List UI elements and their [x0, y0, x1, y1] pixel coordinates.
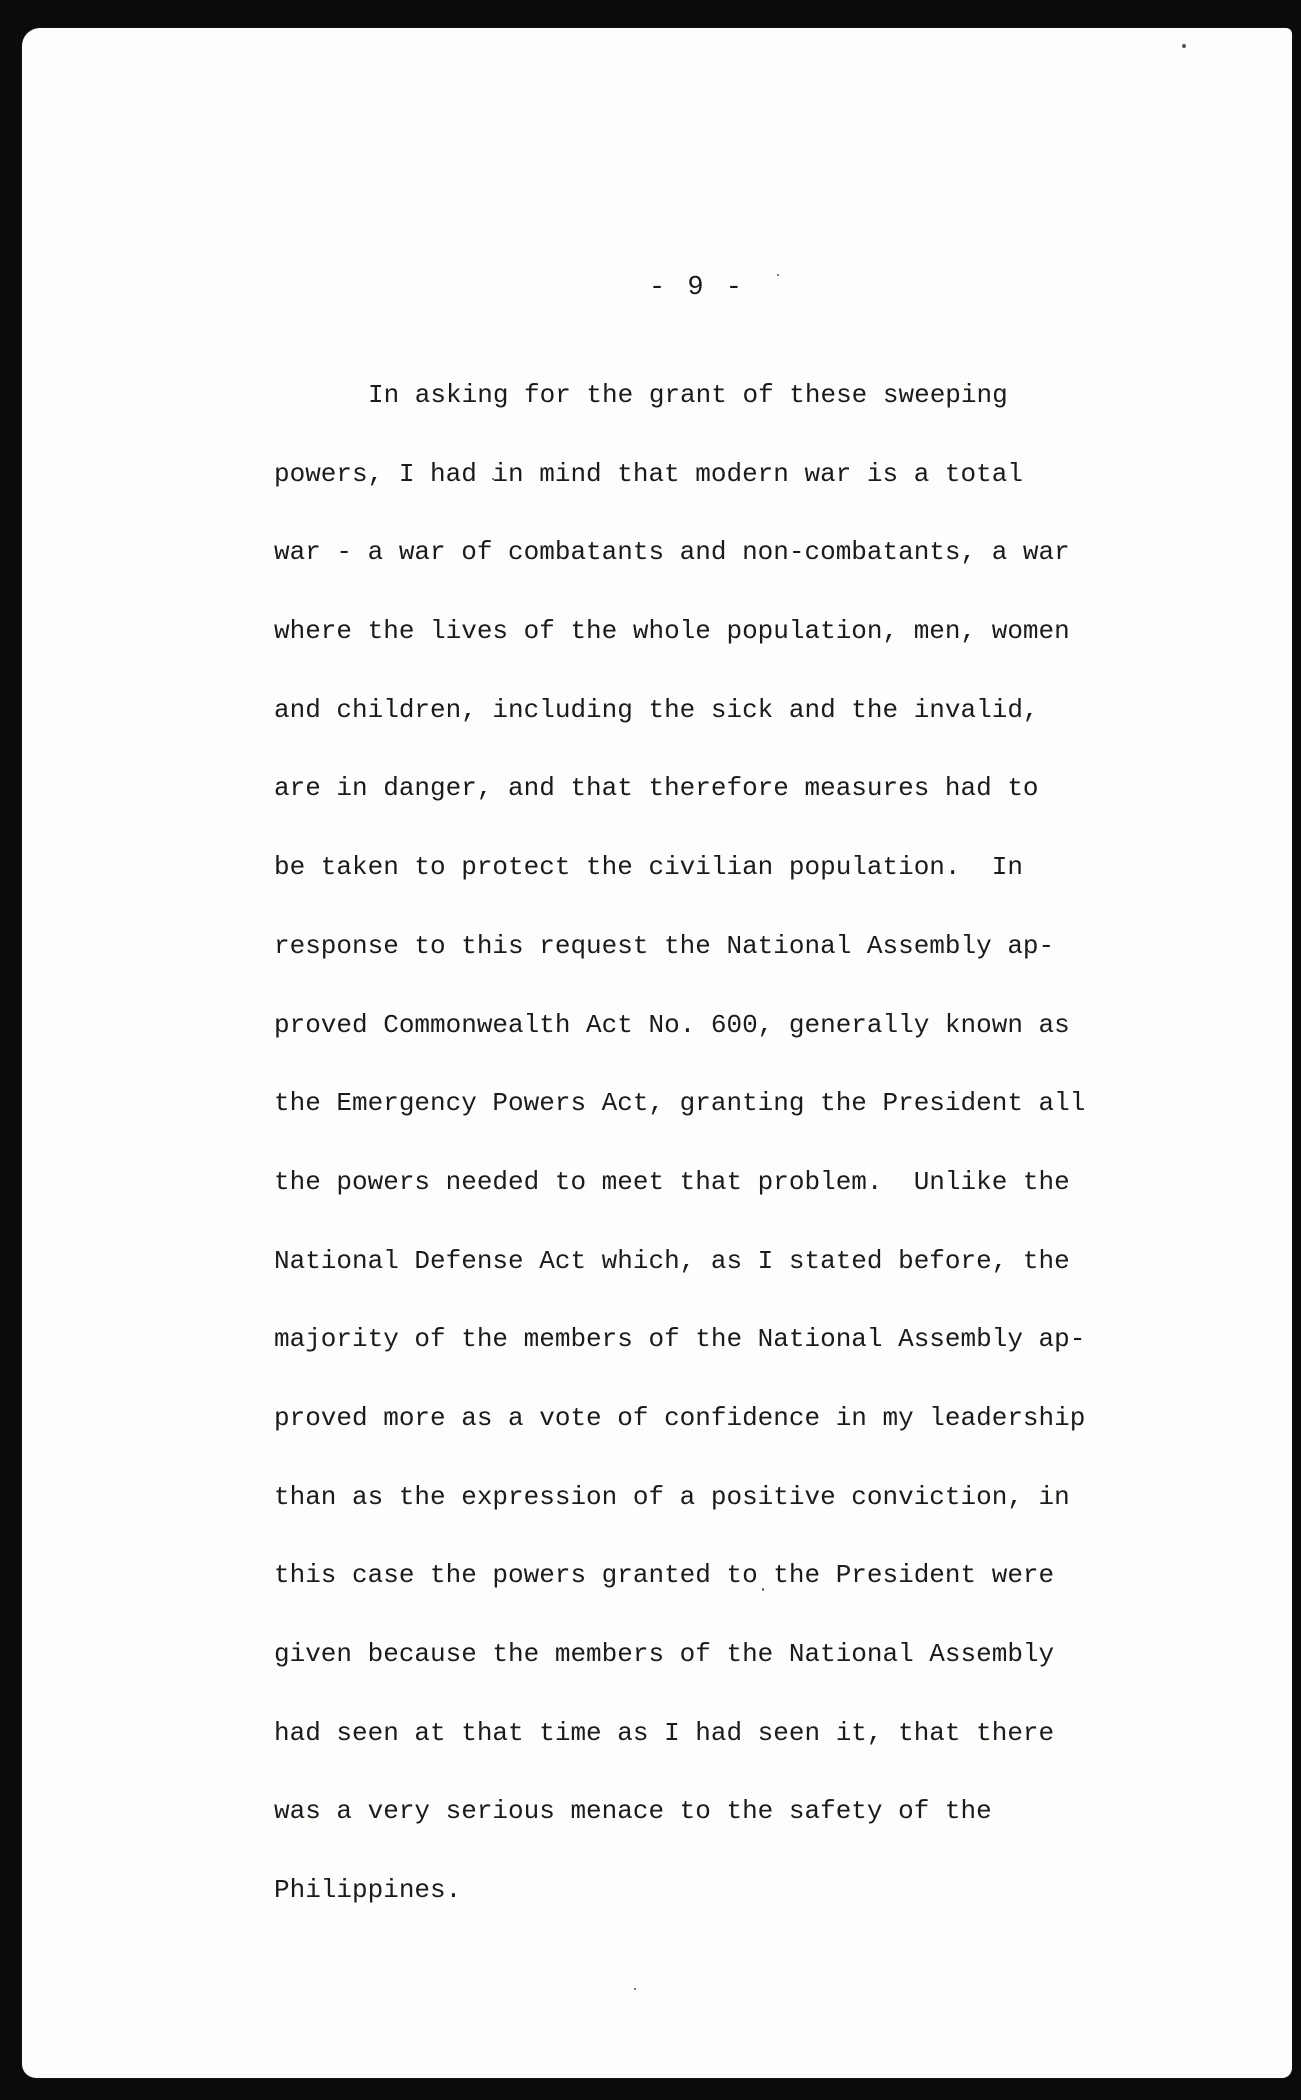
body-paragraph	[274, 370, 1274, 1944]
text-line: proved Commonwealth Act No. 600, generally known as	[274, 1009, 1070, 1040]
text-line: than as the expression of a positive conviction, in	[274, 1481, 1070, 1512]
text-line: given because the members of the National Assembly	[274, 1639, 1055, 1669]
scan-speck	[634, 1988, 636, 1990]
text-line: proved more as a vote of confidence in my leadership	[274, 1402, 1086, 1433]
text-line: war - a war of combatants and non-combatants, a war	[274, 537, 1070, 568]
text-line: and children, including the sick and the invalid,	[274, 694, 1039, 725]
text-line: response to this request the National Assembly ap-	[274, 930, 1055, 961]
text-line: where the lives of the whole population, men, women	[274, 616, 1070, 647]
text-line: be taken to protect the civilian population. In	[274, 852, 1023, 883]
page-number: - 9 -	[648, 273, 745, 303]
text-line: this case the powers granted to the President were	[274, 1560, 1055, 1591]
text-line: National Defense Act which, as I stated before, the	[274, 1245, 1070, 1276]
scan-speck	[1182, 44, 1186, 48]
text-line: Philippines.	[274, 1875, 462, 1906]
text-line: majority of the members of the National Assembly ap-	[274, 1324, 1086, 1355]
text-line: powers, I had in mind that modern war is a total	[274, 458, 1023, 489]
text-line: In asking for the grant of these sweeping	[368, 380, 1008, 410]
document-page	[22, 28, 1292, 2078]
text-line: was a very serious menace to the safety of the	[274, 1796, 992, 1827]
text-line: the powers needed to meet that problem. Unlike the	[274, 1166, 1070, 1197]
text-line: the Emergency Powers Act, granting the President all	[274, 1088, 1086, 1119]
text-line: had seen at that time as I had seen it, that there	[274, 1717, 1055, 1748]
text-line: are in danger, and that therefore measures had to	[274, 773, 1039, 804]
